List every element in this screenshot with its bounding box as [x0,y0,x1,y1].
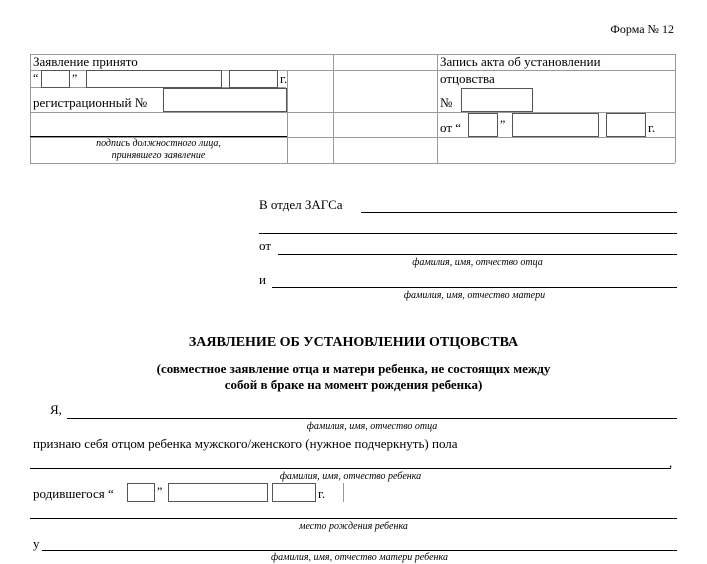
to-registry-label: В отдел ЗАГСа [259,197,343,212]
form-number: Форма № 12 [610,22,674,36]
record-month-field[interactable] [512,113,599,137]
father-name-caption: фамилия, имя, отчество отца [412,257,543,268]
born-quote-close: ” [157,484,163,498]
child-name-line[interactable] [30,468,671,469]
record-label-1: Запись акта об установлении [440,54,601,69]
birth-month-field[interactable] [168,483,268,502]
born-year-suffix: г. [318,486,326,501]
signature-line[interactable] [30,136,287,137]
birth-year-field[interactable] [272,483,316,502]
record-year-field[interactable] [606,113,646,137]
date-quote-close: ” [72,71,78,85]
reg-number-label: регистрационный № [33,95,148,110]
at-label: у [33,536,40,551]
child-name-caption: фамилия, имя, отчество ребенка [279,471,422,482]
record-day-field[interactable] [468,113,498,137]
and-label: и [259,272,266,287]
applicant-father-caption: фамилия, имя, отчество отца [306,421,438,432]
i-label: Я, [50,402,62,417]
signature-caption-1: подпись должностного лица, [96,138,221,149]
record-from-label: от “ [440,120,462,135]
registry-name-line[interactable] [361,212,677,213]
child-mother-line[interactable] [42,550,677,551]
accepted-label: Заявление принято [33,54,138,69]
date-quote-open: “ [33,71,39,85]
record-label-2: отцовства [440,71,495,86]
accepted-year-suffix: г. [280,71,288,86]
document-subtitle-2: собой в браке на момент рождения ребенка) [224,377,483,392]
child-mother-caption: фамилия, имя, отчество матери ребенка [271,552,448,563]
accepted-day-field[interactable] [41,70,70,88]
child-line-comma: , [669,455,673,470]
birthplace-line[interactable] [30,518,677,519]
record-number-field[interactable] [461,88,533,112]
applicant-father-line[interactable] [67,418,677,419]
record-number-label: № [440,95,453,110]
recognize-text: признаю себя отцом ребенка мужского/женского (нужное подчеркнуть) пола [33,436,458,451]
accepted-year-field[interactable] [229,70,278,88]
mother-name-caption: фамилия, имя, отчество матери [403,290,546,301]
father-name-line[interactable] [278,254,677,255]
record-quote-close: ” [500,117,506,131]
record-year-suffix: г. [648,120,656,135]
registry-name-line-2[interactable] [259,233,677,234]
birthplace-caption: место рождения ребенка [299,521,408,532]
document-subtitle-1: (совместное заявление отца и матери ребенка, не состоящих между [156,361,551,376]
accepted-month-field[interactable] [86,70,222,88]
signature-caption-2: принявшего заявление [111,150,206,161]
from-label: от [259,238,272,253]
reg-number-field[interactable] [163,88,287,112]
born-label: родившегося “ [33,486,114,501]
birth-day-field[interactable] [127,483,155,502]
document-title: ЗАЯВЛЕНИЕ ОБ УСТАНОВЛЕНИИ ОТЦОВСТВА [188,335,519,350]
mother-name-line[interactable] [272,287,677,288]
